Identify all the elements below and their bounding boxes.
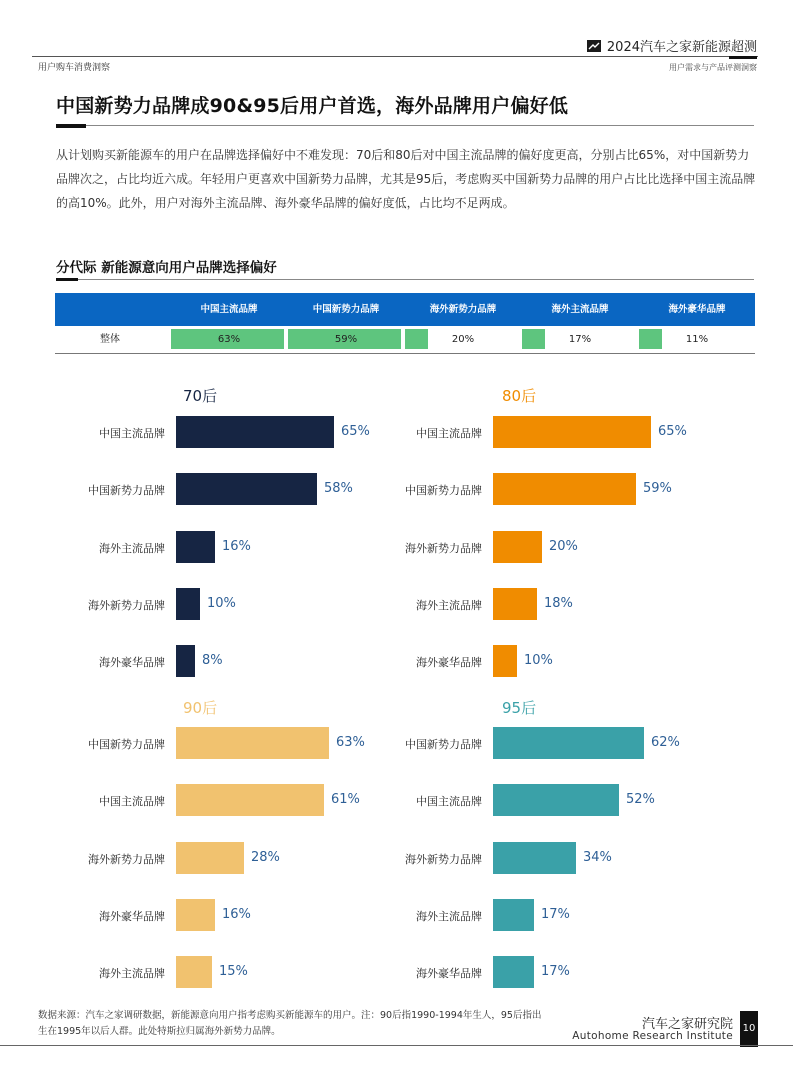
- chart-section-title: 分代际 新能源意向用户品牌选择偏好: [56, 260, 277, 276]
- table-cell-value: 59%: [334, 334, 358, 345]
- category-label: 海外豪华品牌: [416, 656, 482, 669]
- bar: [176, 956, 212, 988]
- section-label: 用户购车消费洞察: [38, 63, 111, 73]
- chart-section-accent: [56, 278, 78, 281]
- table-cell-value: 11%: [685, 334, 709, 345]
- table-row: [55, 327, 755, 354]
- category-label: 中国新势力品牌: [405, 738, 482, 751]
- bar: [176, 784, 324, 816]
- bar: [176, 645, 195, 677]
- category-label: 海外新势力品牌: [88, 853, 165, 866]
- category-label: 中国新势力品牌: [88, 484, 165, 497]
- bar: [493, 727, 644, 759]
- table-column-header: 海外新势力品牌: [429, 304, 497, 315]
- bar: [493, 531, 542, 563]
- bar-value-label: 16%: [222, 907, 251, 922]
- chart-title: 90后: [183, 699, 218, 717]
- sub-section-label: 用户需求与产品评测洞察: [669, 63, 757, 72]
- category-label: 海外主流品牌: [416, 599, 482, 612]
- category-label: 海外新势力品牌: [88, 599, 165, 612]
- report-title-text: 2024汽车之家新能源超测: [606, 40, 757, 55]
- bar: [493, 645, 517, 677]
- bar-value-label: 17%: [541, 907, 570, 922]
- chart-section-divider: [56, 279, 754, 280]
- header-accent: [729, 56, 757, 59]
- bar: [176, 531, 215, 563]
- chart-title: 70后: [183, 387, 218, 405]
- bar: [493, 784, 619, 816]
- bar-value-label: 34%: [583, 850, 612, 865]
- category-label: 海外新势力品牌: [405, 542, 482, 555]
- bar: [176, 588, 200, 620]
- category-label: 中国新势力品牌: [405, 484, 482, 497]
- category-label: 中国新势力品牌: [88, 738, 165, 751]
- institute-name-en: Autohome Research Institute: [572, 1030, 733, 1042]
- footer-divider: [0, 1045, 793, 1046]
- category-label: 中国主流品牌: [99, 427, 165, 440]
- table-cell-value: 63%: [217, 334, 241, 345]
- bar-value-label: 16%: [222, 539, 251, 554]
- bar: [176, 473, 317, 505]
- bar-value-label: 63%: [336, 735, 365, 750]
- bar: [493, 842, 576, 874]
- bar: [176, 899, 215, 931]
- page-number: 10: [740, 1011, 758, 1047]
- chart-title: 95后: [502, 699, 537, 717]
- bar-value-label: 62%: [651, 735, 680, 750]
- category-label: 中国主流品牌: [416, 795, 482, 808]
- bar-value-label: 8%: [202, 653, 223, 668]
- category-label: 海外豪华品牌: [416, 967, 482, 980]
- bar-value-label: 65%: [341, 424, 370, 439]
- page-title: 中国新势力品牌成90&95后用户首选，海外品牌用户偏好低: [56, 95, 569, 117]
- heading-divider: [56, 125, 754, 126]
- bar: [176, 727, 329, 759]
- bar: [493, 416, 651, 448]
- table-column-header: 海外豪华品牌: [668, 304, 726, 315]
- bar: [176, 416, 334, 448]
- bar-value-label: 61%: [331, 792, 360, 807]
- table-column-header: 中国新势力品牌: [312, 304, 380, 315]
- category-label: 海外主流品牌: [416, 910, 482, 923]
- intro-paragraph: 从计划购买新能源车的用户在品牌选择偏好中不难发现：70后和80后对中国主流品牌的偏好度更高，分别占比65%，对中国新势力品牌次之，占比均近六成。年轻用户更喜欢中国新势力品牌，尤其是95后，考虑购买中国新势力品牌的用户占比比选择中国主流品牌的高10%。此外，用户对海外主流品牌、海外豪华品牌的偏好度低，占比均不足两成。: [56, 148, 756, 210]
- bar-value-label: 10%: [207, 596, 236, 611]
- category-label: 海外豪华品牌: [99, 910, 165, 923]
- heading-accent: [56, 124, 86, 128]
- table-column-header: 中国主流品牌: [200, 304, 258, 315]
- row-label-overall: 整体: [100, 334, 120, 345]
- bar: [493, 899, 534, 931]
- bar-value-label: 20%: [549, 539, 578, 554]
- category-label: 中国主流品牌: [99, 795, 165, 808]
- bar: [493, 956, 534, 988]
- bar: [176, 842, 244, 874]
- bar-value-label: 52%: [626, 792, 655, 807]
- category-label: 海外主流品牌: [99, 967, 165, 980]
- source-note: 数据来源：汽车之家调研数据，新能源意向用户指考虑购买新能源车的用户。注：90后指1990-1994年生人，95后指出生在1995年以后人群。此处特斯拉归属海外新势力品牌。: [38, 1010, 542, 1037]
- bar-value-label: 10%: [524, 653, 553, 668]
- bar-value-label: 59%: [643, 481, 672, 496]
- table-cell-value: 20%: [451, 334, 475, 345]
- report-title: [587, 36, 757, 55]
- category-label: 海外新势力品牌: [405, 853, 482, 866]
- bar-value-label: 28%: [251, 850, 280, 865]
- category-label: 中国主流品牌: [416, 427, 482, 440]
- bar-value-label: 15%: [219, 964, 248, 979]
- institute-name-cn: 汽车之家研究院: [641, 1017, 733, 1032]
- bar-value-label: 17%: [541, 964, 570, 979]
- bar-value-label: 65%: [658, 424, 687, 439]
- bar-value-label: 18%: [544, 596, 573, 611]
- trend-chart-icon: [587, 40, 601, 52]
- table-cell-value: 17%: [568, 334, 592, 345]
- category-label: 海外豪华品牌: [99, 656, 165, 669]
- bar: [493, 473, 636, 505]
- bar-value-label: 58%: [324, 481, 353, 496]
- category-label: 海外主流品牌: [99, 542, 165, 555]
- table-header: [55, 293, 755, 326]
- bar: [493, 588, 537, 620]
- header-divider: [32, 56, 758, 57]
- table-column-header: 海外主流品牌: [551, 304, 609, 315]
- chart-title: 80后: [502, 387, 537, 405]
